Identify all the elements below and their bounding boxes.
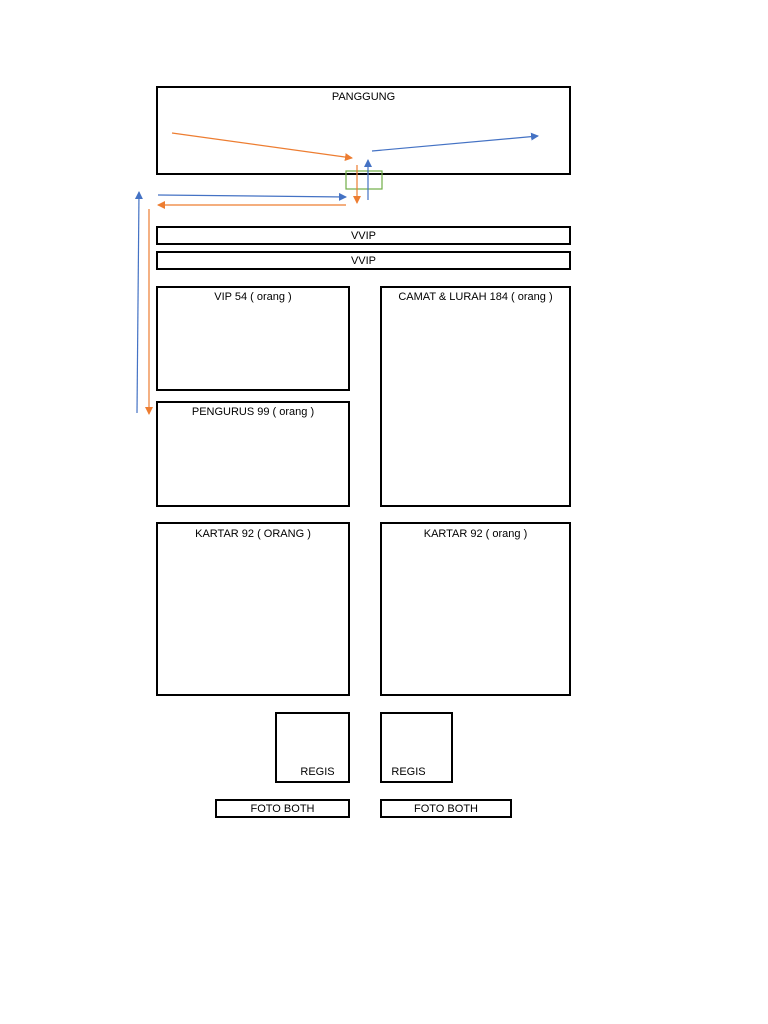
foto-both-right-label: FOTO BOTH (414, 802, 478, 815)
kartar-left-label: KARTAR 92 ( ORANG ) (195, 528, 311, 540)
vvip-row-2 (156, 251, 571, 270)
foto-both-left-label: FOTO BOTH (250, 802, 315, 815)
blue-arrow-horizontal-icon (158, 195, 346, 197)
kartar-right-area (380, 522, 571, 696)
regis-left-label: REGIS (300, 766, 335, 778)
camat-lurah-area (380, 286, 571, 507)
stage-area (156, 86, 571, 175)
vip-label: VIP 54 ( orang ) (214, 291, 292, 303)
foto-both-left (215, 799, 350, 818)
vip-area (156, 286, 350, 391)
foto-both-right (380, 799, 512, 818)
vvip-row-2-label: VVIP (350, 254, 377, 267)
pengurus-area (156, 401, 350, 507)
vvip-row-1-label: VVIP (350, 229, 377, 242)
regis-right-label: REGIS (391, 766, 426, 778)
kartar-right-label: KARTAR 92 ( orang ) (423, 528, 528, 540)
camat-lurah-label: CAMAT & LURAH 184 ( orang ) (398, 291, 553, 303)
stage-label: PANGGUNG (331, 91, 396, 103)
kartar-left-area (156, 522, 350, 696)
regis-right-area (380, 712, 453, 783)
vvip-row-1 (156, 226, 571, 245)
regis-left-area (275, 712, 350, 783)
pengurus-label: PENGURUS 99 ( orang ) (191, 406, 315, 418)
blue-arrow-vertical-icon (137, 192, 139, 413)
